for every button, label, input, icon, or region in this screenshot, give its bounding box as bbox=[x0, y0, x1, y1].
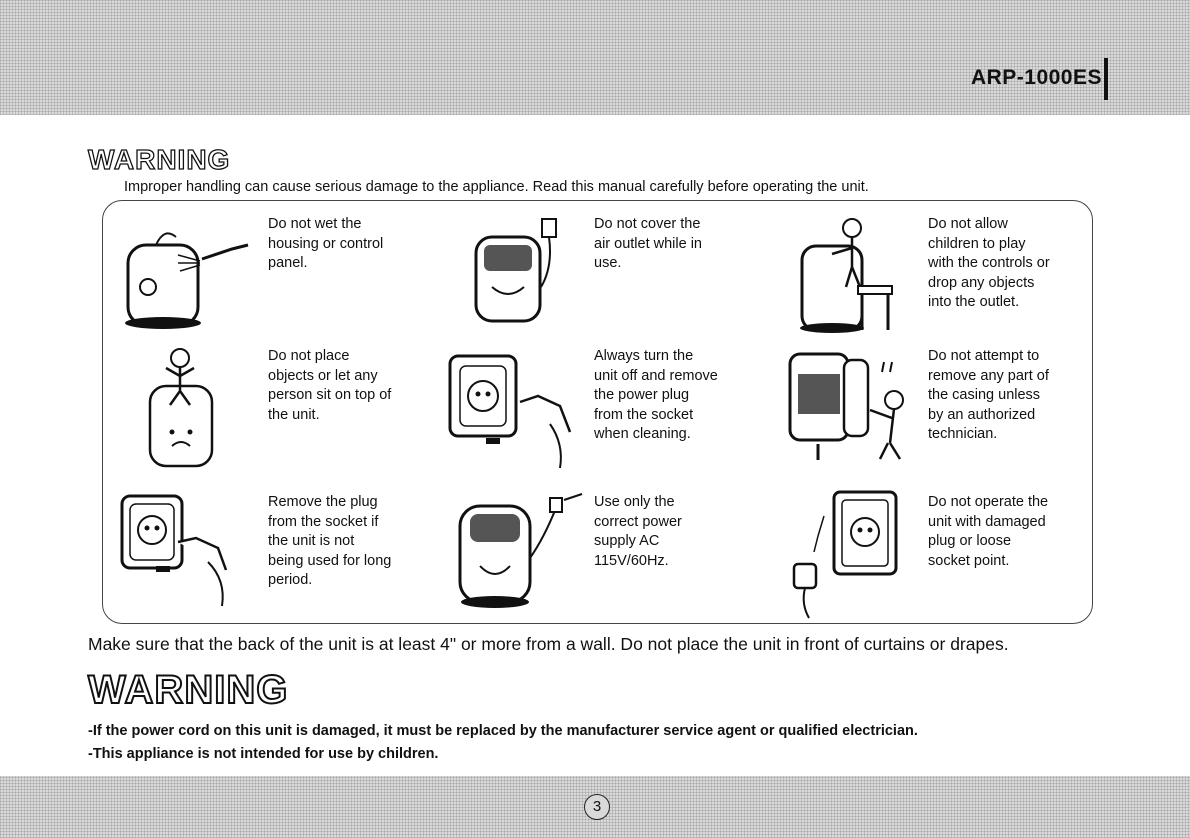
warning-item-7: Remove the plug from the socket if the unit is not being used for long period. bbox=[268, 494, 392, 588]
model-number: ARP-1000ES bbox=[970, 66, 1102, 89]
warning-heading-large: WARNING bbox=[88, 668, 289, 712]
warning-heading: WARNING bbox=[88, 144, 231, 175]
person-sitting-icon bbox=[142, 346, 222, 468]
placement-note: Make sure that the back of the unit is at least 4" or more from a wall. Do not place the unit in front of curtains or drapes. bbox=[88, 634, 1009, 654]
warning-item-4: Do not place objects or let any person sit on top of the unit. bbox=[268, 348, 392, 423]
header-divider bbox=[1104, 58, 1108, 100]
warning-item-3: Do not allow children to play with the controls or drop any objects into the outlet. bbox=[928, 216, 1050, 310]
child-on-stool-icon bbox=[792, 212, 912, 334]
header-band bbox=[0, 0, 1190, 115]
warning-intro: Improper handling can cause serious damage to the appliance. Read this manual carefully before operating the unit. bbox=[124, 179, 869, 195]
covered-outlet-icon bbox=[462, 215, 572, 325]
children-warning: -This appliance is not intended for use by children. bbox=[88, 746, 439, 762]
power-cord-warning: -If the power cord on this unit is damaged, it must be replaced by the manufacturer service agent or qualified electrician. bbox=[88, 723, 918, 739]
water-spray-icon bbox=[116, 215, 256, 330]
remove-plug-icon bbox=[116, 490, 266, 610]
power-supply-icon bbox=[446, 492, 586, 610]
warning-item-5: Always turn the unit off and remove the power plug from the socket when cleaning. bbox=[594, 348, 718, 442]
page-number: 3 bbox=[584, 794, 610, 820]
damaged-plug-icon bbox=[788, 486, 918, 622]
disassembly-icon bbox=[784, 344, 924, 462]
warning-item-6: Do not attempt to remove any part of the casing unless by an authorized technician. bbox=[928, 348, 1049, 442]
warning-item-1: Do not wet the housing or control panel. bbox=[268, 216, 384, 271]
warning-item-9: Do not operate the unit with damaged plug or loose socket point. bbox=[928, 494, 1049, 569]
warning-item-2: Do not cover the air outlet while in use. bbox=[594, 216, 702, 271]
warning-item-8: Use only the correct power supply AC 115V/60Hz. bbox=[594, 494, 682, 569]
unplug-socket-icon bbox=[440, 350, 600, 470]
